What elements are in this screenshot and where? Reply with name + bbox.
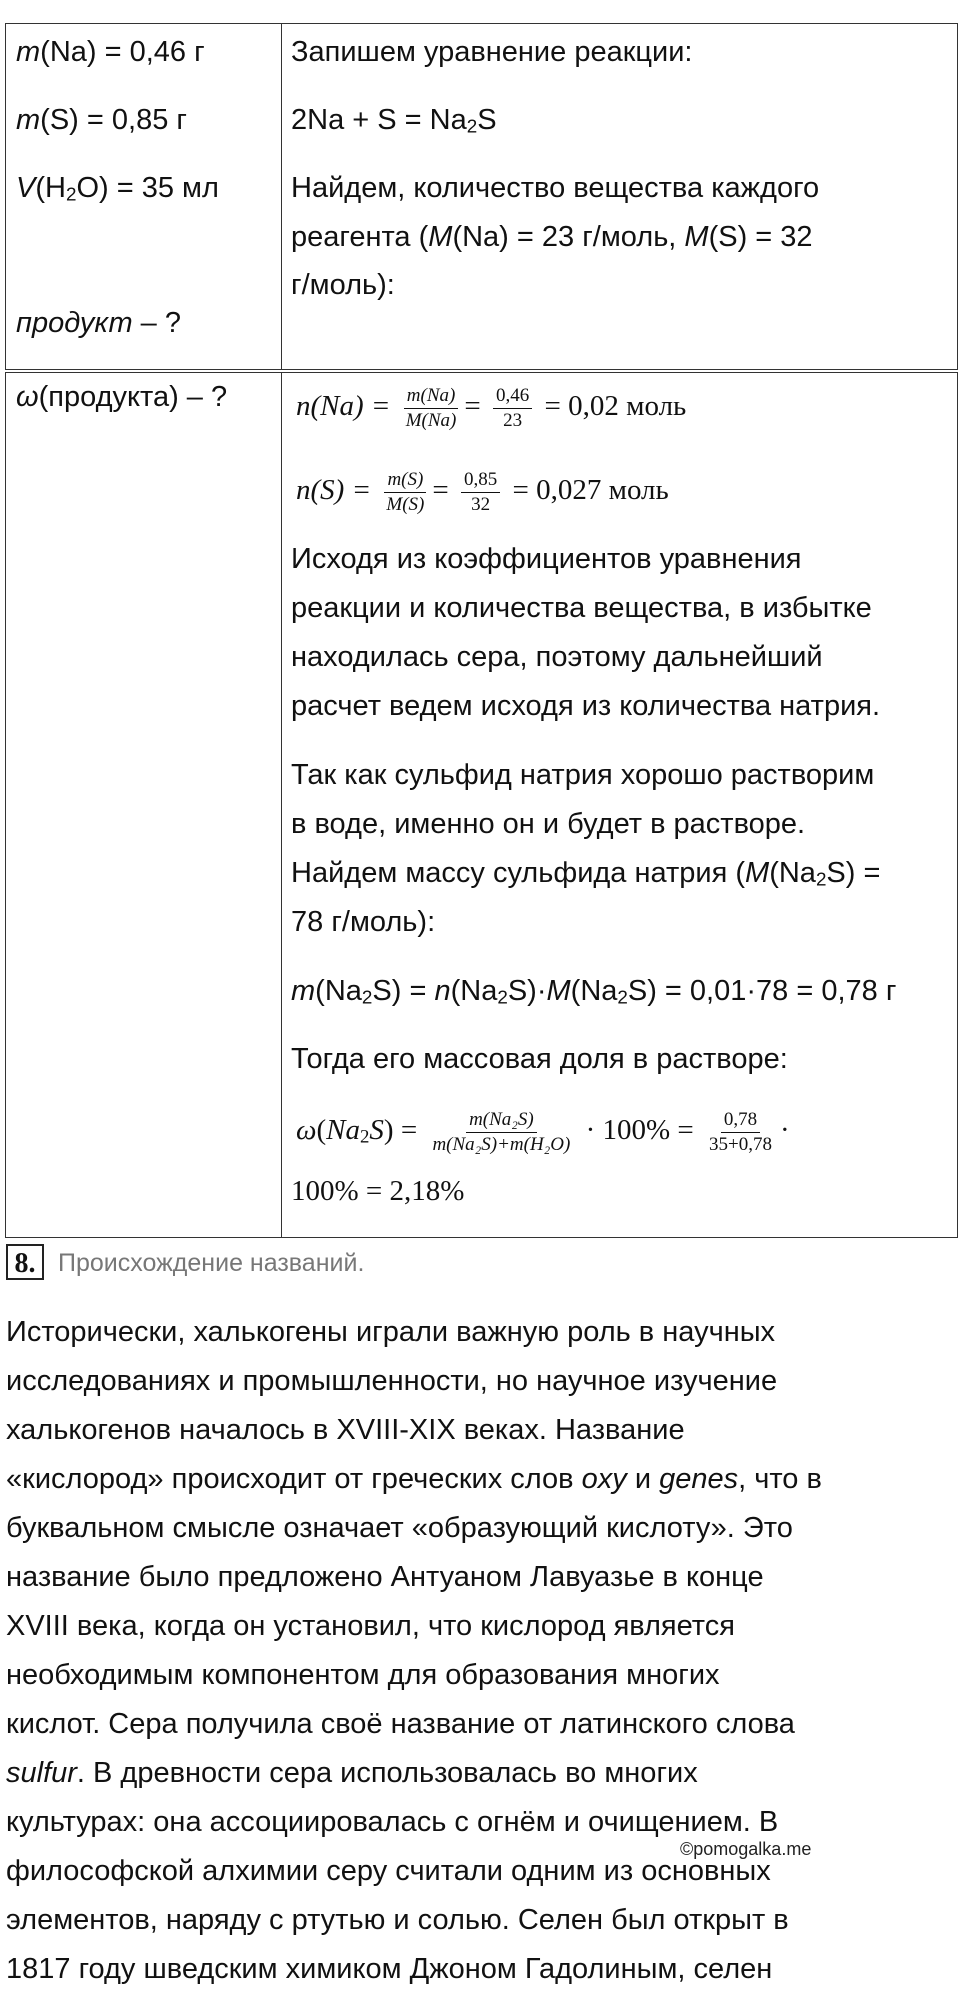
solution-text-2: реагента (M(Na) = 23 г/моль, M(S) = 32 xyxy=(291,221,813,253)
given-m-na: m(Na) = 0,46 г xyxy=(16,36,205,68)
body-line: культурах: она ассоциировалась с огнём и очищением. В xyxy=(6,1806,779,1838)
body-line: Исторически, халькогены играли важную роль в научных xyxy=(6,1316,776,1348)
body-line: необходимым компонентом для образования многих xyxy=(6,1659,720,1691)
para1-line-3: находилась сера, поэтому дальнейший xyxy=(291,641,823,673)
para2-line-2: в воде, именно он и будет в растворе. xyxy=(291,808,806,840)
solution-intro: Запишем уравнение реакции: xyxy=(291,36,693,68)
para1-line-2: реакции и количества вещества, в избытке xyxy=(291,592,872,624)
given-omega: ω(продукта) – ? xyxy=(16,381,228,413)
body-line: халькогенов началось в XVIII-XIX веках. Название xyxy=(6,1414,685,1446)
mass-calculation: $m(Na_2S) = n(Na_2S)\cdot M(Na_2S) = 0,01\cdot 78 = 0,78$ г xyxy=(291,975,897,1008)
column-divider xyxy=(281,24,282,369)
body-line: «кислород» происходит от греческих слов oxy и genes, что в xyxy=(6,1463,822,1495)
body-line: кислот. Сера получила своё название от латинского слова xyxy=(6,1708,795,1740)
formula-n-na: n(Na) = $\frac{m(Na)}{M(Na)}$ = $\frac{0,46}{23}$ = 0,02 моль xyxy=(296,384,687,431)
column-divider xyxy=(281,373,282,1237)
para2-line-1: Так как сульфид натрия хорошо растворим xyxy=(291,759,875,791)
para1-line-4: расчет ведем исходя из количества натрия. xyxy=(291,690,881,722)
para2-line-3: Найдем массу сульфида натрия ($M(Na_2S)$ = xyxy=(291,857,881,890)
section-title: Происхождение названий. xyxy=(58,1249,365,1277)
given-m-s: m(S) = 0,85 г xyxy=(16,104,187,136)
body-line: исследованиях и промышленности, но научное изучение xyxy=(6,1365,778,1397)
given-product: продукт – ? xyxy=(16,307,181,339)
body-line: sulfur. В древности сера использовалась во многих xyxy=(6,1757,698,1789)
formula-omega-result: 100% = 2,18% xyxy=(291,1175,465,1207)
formula-omega: $\omega(Na_2S)$ = $\frac{\text{m(Na₂S)}}{\text{m(Na₂S)+m(H₂O)}}$ · 100% = $\frac{0,78}{35+0,78}$ · xyxy=(296,1108,790,1155)
body-line: название было предложено Антуаном Лавуазье в конце xyxy=(6,1561,764,1593)
body-line: элементов, наряду с ртутью и солью. Селен был открыт в xyxy=(6,1904,789,1936)
solution-text-3: г/моль): xyxy=(291,269,395,301)
body-line: XVIII века, когда он установил, что кислород является xyxy=(6,1610,735,1642)
reaction-equation: $2Na + S = Na_2S$ xyxy=(291,104,497,137)
body-line: 1817 году шведским химиком Джоном Гадолиным, селен xyxy=(6,1953,773,1985)
watermark: ©pomogalka.me xyxy=(680,1839,812,1859)
body-line: философской алхимии серу считали одним из основных xyxy=(6,1855,771,1887)
solution-text-1: Найдем, количество вещества каждого xyxy=(291,172,820,204)
para1-line-1: Исходя из коэффициентов уравнения xyxy=(291,543,802,575)
section-number: 8. xyxy=(6,1244,44,1280)
fraction-intro: Тогда его массовая доля в растворе: xyxy=(291,1043,788,1075)
formula-n-s: n(S) = $\frac{m(S)}{M(S)}$ = $\frac{0,85}{32}$ = 0,027 моль xyxy=(296,468,669,515)
solution-table xyxy=(5,372,958,1238)
given-table-top xyxy=(5,23,958,370)
para2-line-4: 78 г/моль): xyxy=(291,906,436,938)
body-line: буквальном смысле означает «образующий кислоту». Это xyxy=(6,1512,793,1544)
given-v-h2o: $V(H_2O) = 35$ мл xyxy=(16,172,219,205)
